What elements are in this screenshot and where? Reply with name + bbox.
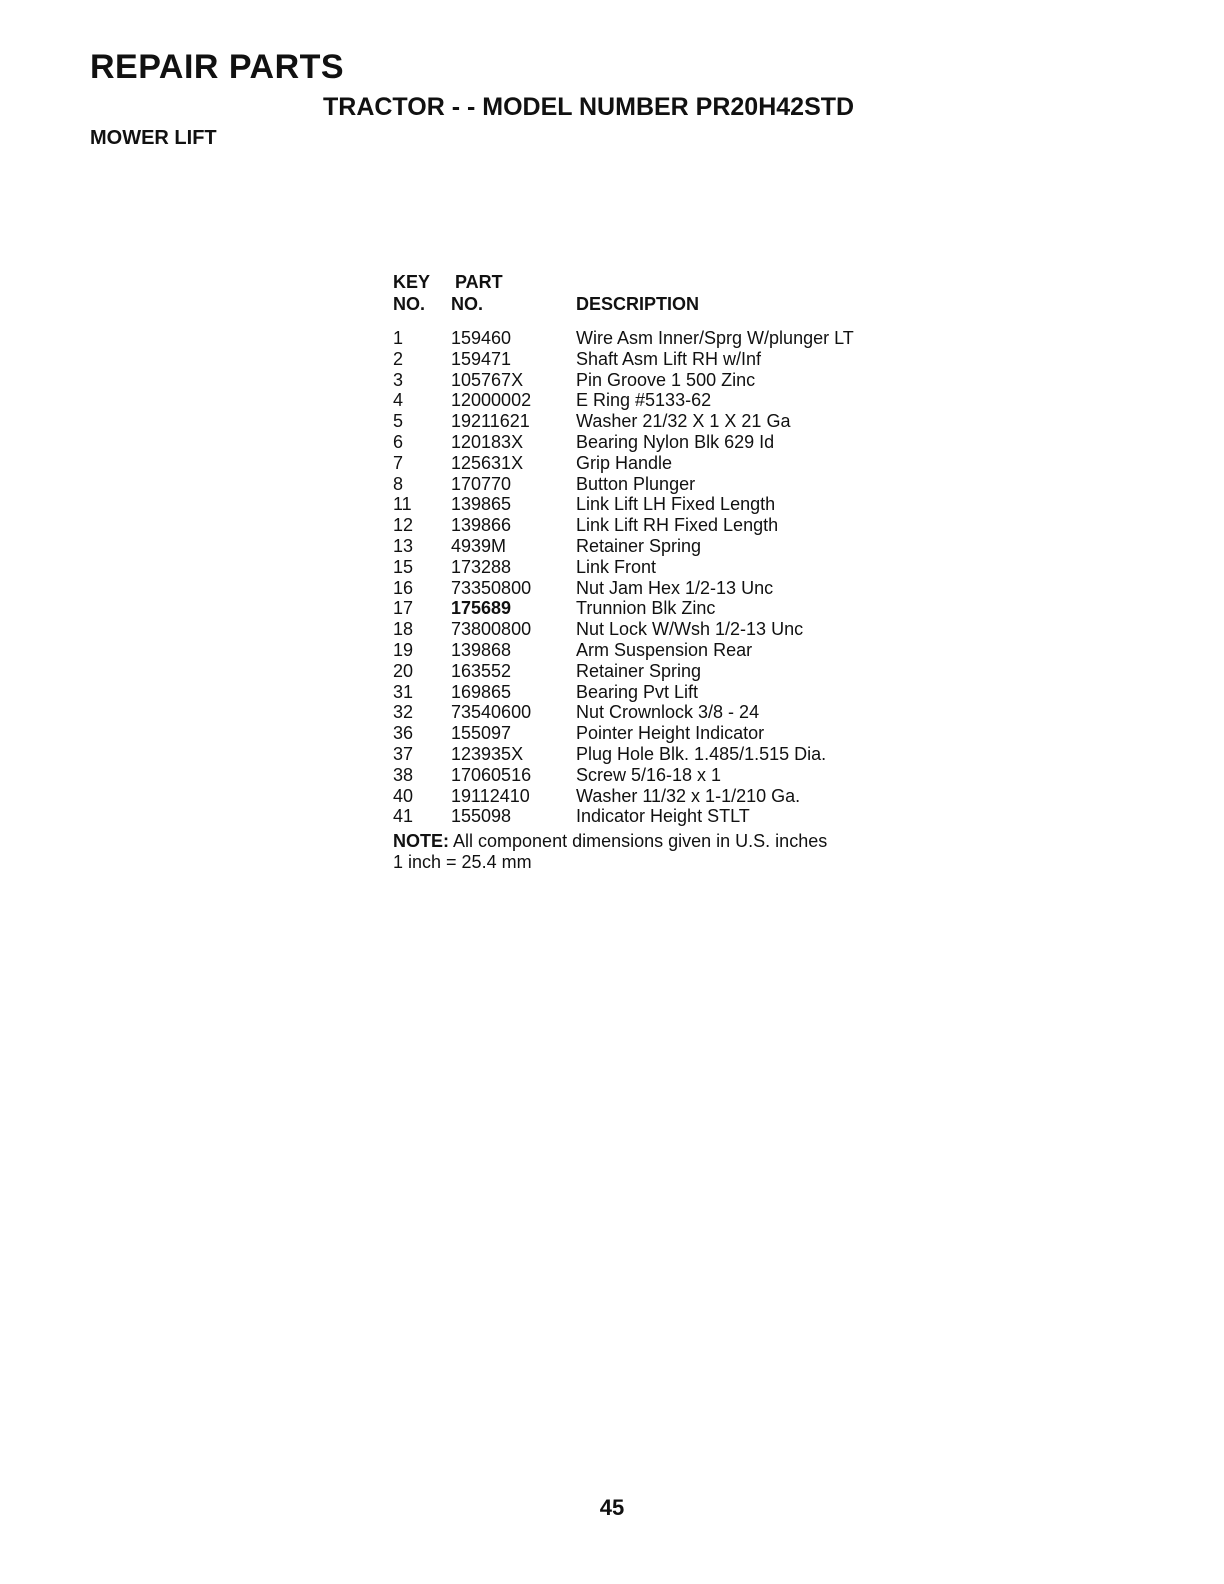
section-title: MOWER LIFT [90,127,217,149]
part-number: 155097 [451,723,512,744]
table-row [393,702,827,723]
key-number: 3 [393,369,404,390]
parts-list-rows [393,328,854,827]
table-row [393,806,827,827]
part-description: Nut Crownlock 3/8 - 24 [576,702,760,723]
part-header-line2: NO. [451,294,484,314]
part-number: 19211621 [451,411,530,432]
part-description: Link Front [576,556,657,577]
key-number: 37 [393,743,414,764]
table-row [393,578,827,599]
part-number: 73540600 [451,702,532,723]
key-number: 13 [393,535,414,556]
key-header-line1: KEY [393,272,431,292]
parts-list-header [393,272,827,320]
part-number: 73350800 [451,577,532,598]
part-number: 120183X [451,431,524,452]
part-description: Grip Handle [576,452,673,473]
parts-list [393,272,854,873]
description-header: DESCRIPTION [576,294,700,314]
part-description: Screw 5/16-18 x 1 [576,764,722,785]
part-number: 139865 [451,494,512,515]
part-description: Trunnion Blk Zinc [576,598,716,619]
key-number: 7 [393,452,404,473]
note-conversion: 1 inch = 25.4 mm [393,852,532,873]
table-row [393,453,827,474]
table-row [393,515,827,536]
part-number: 159471 [451,348,512,369]
part-header-line1: PART [455,272,503,292]
table-row [393,411,827,432]
key-number: 11 [393,494,412,515]
table-row [393,786,827,807]
part-description: Washer 11/32 x 1-1/210 Ga. [576,785,801,806]
part-number: 159460 [451,328,512,348]
part-number: 73800800 [451,619,532,640]
part-description: Pointer Height Indicator [576,723,765,744]
key-number: 8 [393,473,404,494]
table-row [393,349,827,370]
key-number: 40 [393,785,414,806]
table-row [393,536,827,557]
key-number: 5 [393,411,404,432]
key-number: 15 [393,556,414,577]
part-description: Washer 21/32 X 1 X 21 Ga [576,411,791,432]
part-description: Button Plunger [576,473,696,494]
table-row [393,390,827,411]
table-row [393,494,827,515]
part-number: 17060516 [451,764,532,785]
table-row [393,640,827,661]
key-number: 38 [393,764,414,785]
part-description: Wire Asm Inner/Sprg W/plunger LT [576,328,854,348]
key-header-line2: NO. [393,294,426,314]
table-row [393,474,827,495]
table-row [393,723,827,744]
part-description: Bearing Pvt Lift [576,681,699,702]
part-number: 12000002 [451,390,532,411]
table-row [393,370,827,391]
part-number: 125631X [451,452,524,473]
note [393,831,827,873]
table-row [393,619,827,640]
key-number: 31 [393,681,414,702]
page-title: REPAIR PARTS [90,48,345,86]
part-description: Link Lift LH Fixed Length [576,494,776,515]
table-row [393,328,854,349]
part-number: 139866 [451,515,512,536]
part-description: Nut Lock W/Wsh 1/2-13 Unc [576,619,804,640]
note-line [393,831,827,852]
key-number: 32 [393,702,414,723]
key-number: 19 [393,639,414,660]
part-description: Retainer Spring [576,660,702,681]
key-number: 12 [393,515,414,536]
part-description: Retainer Spring [576,535,702,556]
part-description: Indicator Height STLT [576,806,750,827]
part-number: 173288 [451,556,512,577]
part-description: Pin Groove 1 500 Zinc [576,369,756,390]
table-row [393,765,827,786]
part-number: 175689 [451,598,512,619]
part-number: 170770 [451,473,512,494]
table-row [393,557,827,578]
part-description: Nut Jam Hex 1/2-13 Unc [576,577,774,598]
table-row [393,682,827,703]
page-number: 45 [599,1495,625,1520]
part-description: Bearing Nylon Blk 629 Id [576,431,775,452]
key-number: 2 [393,348,404,369]
part-description: Plug Hole Blk. 1.485/1.515 Dia. [576,743,827,764]
part-number: 169865 [451,681,512,702]
key-number: 20 [393,660,414,681]
key-number: 17 [393,598,414,619]
key-number: 1 [393,328,404,348]
part-description: E Ring #5133-62 [576,390,712,411]
table-row [393,744,827,765]
key-number: 6 [393,431,404,452]
model-title: TRACTOR - - MODEL NUMBER PR20H42STD [323,93,855,121]
table-row [393,432,827,453]
part-number: 163552 [451,660,512,681]
part-number: 105767X [451,369,524,390]
part-number: 139868 [451,639,512,660]
key-number: 16 [393,577,414,598]
key-number: 36 [393,723,414,744]
key-number: 41 [393,806,414,827]
key-number: 18 [393,619,414,640]
table-row [393,598,827,619]
part-description: Arm Suspension Rear [576,639,753,660]
part-number: 4939M [451,535,507,556]
part-number: 123935X [451,743,524,764]
key-number: 4 [393,390,404,411]
note-text: All component dimensions given in U.S. inches [453,831,828,852]
table-row [393,661,827,682]
part-description: Shaft Asm Lift RH w/Inf [576,348,762,369]
part-description: Link Lift RH Fixed Length [576,515,779,536]
part-number: 155098 [451,806,512,827]
part-number: 19112410 [451,785,530,806]
note-label: NOTE: [393,831,449,852]
